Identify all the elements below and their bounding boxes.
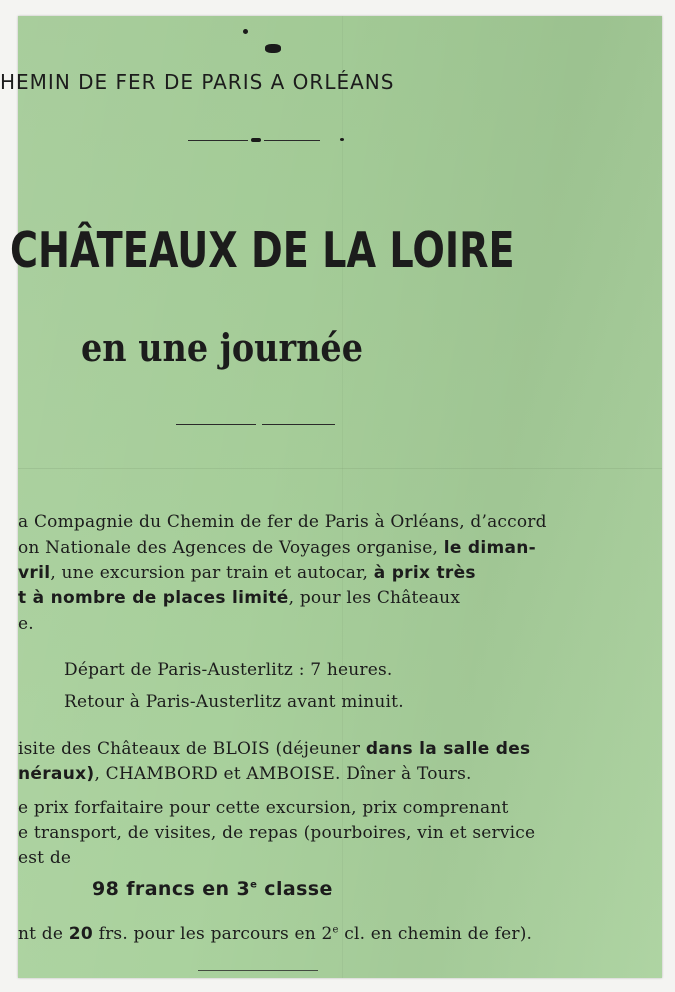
return-time: Retour à Paris-Austerlitz avant minuit. — [64, 692, 404, 712]
paper-fold-horizontal — [18, 468, 662, 469]
poster-title: CHÂTEAUX DE LA LOIRE — [10, 222, 515, 279]
visit-line-1: isite des Châteaux de BLOIS (déjeuner dans la salle des — [18, 739, 531, 759]
intro-line-5: e. — [18, 614, 34, 634]
poster-subtitle: en une journée — [81, 325, 363, 370]
railway-company-header: HEMIN DE FER DE PARIS A ORLÉANS — [0, 70, 395, 94]
ink-speck — [243, 29, 248, 34]
ink-speck — [340, 138, 344, 141]
ink-blot — [265, 44, 281, 53]
divider-rule-left — [176, 424, 256, 425]
visit-line-2: néraux), CHAMBORD et AMBOISE. Dîner à Tours. — [18, 764, 472, 784]
supplement-line: nt de 20 frs. pour les parcours en 2e cl. en chemin de fer). — [18, 924, 533, 944]
price-amount: 98 francs en 3e classe — [92, 878, 333, 900]
divider-rule-right — [262, 424, 335, 425]
intro-line-3: vril, une excursion par train et autocar, à prix très — [18, 563, 476, 583]
ornamental-rule-left — [188, 140, 248, 141]
bottom-rule — [198, 970, 318, 971]
ornamental-rule-right — [264, 140, 320, 141]
departure-time: Départ de Paris-Austerlitz : 7 heures. — [64, 660, 393, 680]
intro-line-1: a Compagnie du Chemin de fer de Paris à Orléans, d’accord — [18, 512, 547, 532]
ornamental-rule-center — [251, 138, 261, 142]
intro-line-2: on Nationale des Agences de Voyages organise, le diman- — [18, 538, 537, 558]
pricing-line-2: e transport, de visites, de repas (pourboires, vin et service — [18, 823, 536, 843]
intro-line-4: t à nombre de places limité, pour les Châteaux — [18, 588, 461, 608]
pricing-line-3: est de — [18, 848, 72, 868]
pricing-line-1: e prix forfaitaire pour cette excursion, prix comprenant — [18, 798, 509, 818]
